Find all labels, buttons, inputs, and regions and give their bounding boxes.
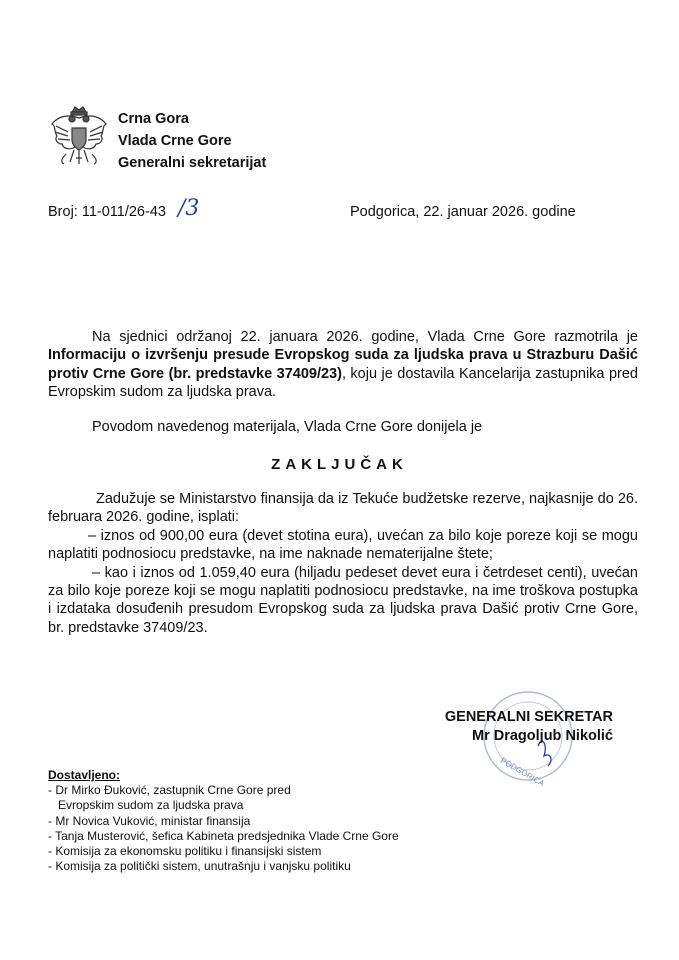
paragraph-decision [48, 418, 638, 436]
conclusion-intro-text: Zadužuje se Ministarstvo finansija da iz Tekuće budžetske rezerve, najkasnije do 26. februara 2026. godine, isplati: [48, 491, 638, 526]
handwritten-suffix: /3 [178, 196, 200, 221]
coat-of-arms-icon [48, 104, 110, 170]
conclusion-item-1-text: – iznos od 900,00 eura (devet stotina eura), uvećan za bilo koje poreze koji se mogu naplatiti podnosiocu predstavke, na ime naknade nematerijalne štete; [48, 527, 638, 563]
signature-name: Mr Dragoljub Nikolić [472, 728, 613, 744]
signature-block [445, 708, 613, 746]
header-country: Crna Gora [118, 111, 189, 127]
conclusion-body [48, 490, 638, 637]
distribution-item: - Komisija za politički sistem, unutrašnju i vanjsku politiku [48, 859, 351, 874]
conclusion-item-2 [48, 564, 638, 638]
paragraph-intro-start: Na sjednici održanoj 22. januara 2026. godine, Vlada Crne Gore razmotrila je [92, 329, 638, 345]
paragraph-decision-text: Povodom navedenog materijala, Vlada Crne Gore donijela je [92, 419, 483, 435]
distribution-item: - Dr Mirko Đuković, zastupnik Crne Gore pred [48, 783, 291, 798]
conclusion-item-1 [48, 527, 638, 564]
distribution-item: Evropskim sudom za ljudska prava [58, 798, 244, 813]
distribution-item: - Mr Novica Vuković, ministar finansija [48, 813, 251, 828]
conclusion-heading: ZAKLJUČAK [271, 456, 408, 473]
paragraph-intro-end: , koju je dostavila Kancelarija zastupnika pred Evropskim sudom za ljudska prava. [48, 365, 638, 401]
conclusion-intro [48, 490, 638, 527]
header-secretariat: Generalni sekretarijat [118, 155, 267, 171]
conclusion-item-2-text: – kao i iznos od 1.059,40 eura (hiljadu pedeset devet eura i četrdeset centi), uvećan za bilo koje poreze koji se mogu naplatiti podnosiocu predstavke, na ime troškova postupka i izdataka dosuđenih presudom Evropskog suda za ljudska prava Dašić protiv Crne Gore, br. predstavke 37409/23. [48, 564, 638, 636]
distribution-title: Dostavljeno: [48, 768, 121, 782]
distribution-item: - Tanja Musterović, šefica Kabineta predsjednika Vlade Crne Gore [48, 828, 399, 843]
paragraph-intro [48, 328, 638, 402]
institution-header [118, 108, 266, 174]
reference-number: Broj: 11-011/26-43 [48, 204, 166, 220]
signature-title: GENERALNI SEKRETAR [444, 709, 613, 725]
distribution-list [48, 768, 399, 874]
header-government: Vlada Crne Gore [118, 133, 232, 149]
place-date: Podgorica, 22. januar 2026. godine [350, 204, 576, 220]
paragraph-intro-bold: Informaciju o izvršenju presude Evropskog suda za ljudska prava u Strazburu Dašić protiv Crne Gore (br. predstavke 37409/23) [48, 347, 638, 382]
distribution-item: - Komisija za ekonomsku politiku i finansijski sistem [48, 844, 322, 859]
stamp-text: PODGORICA [499, 755, 546, 786]
